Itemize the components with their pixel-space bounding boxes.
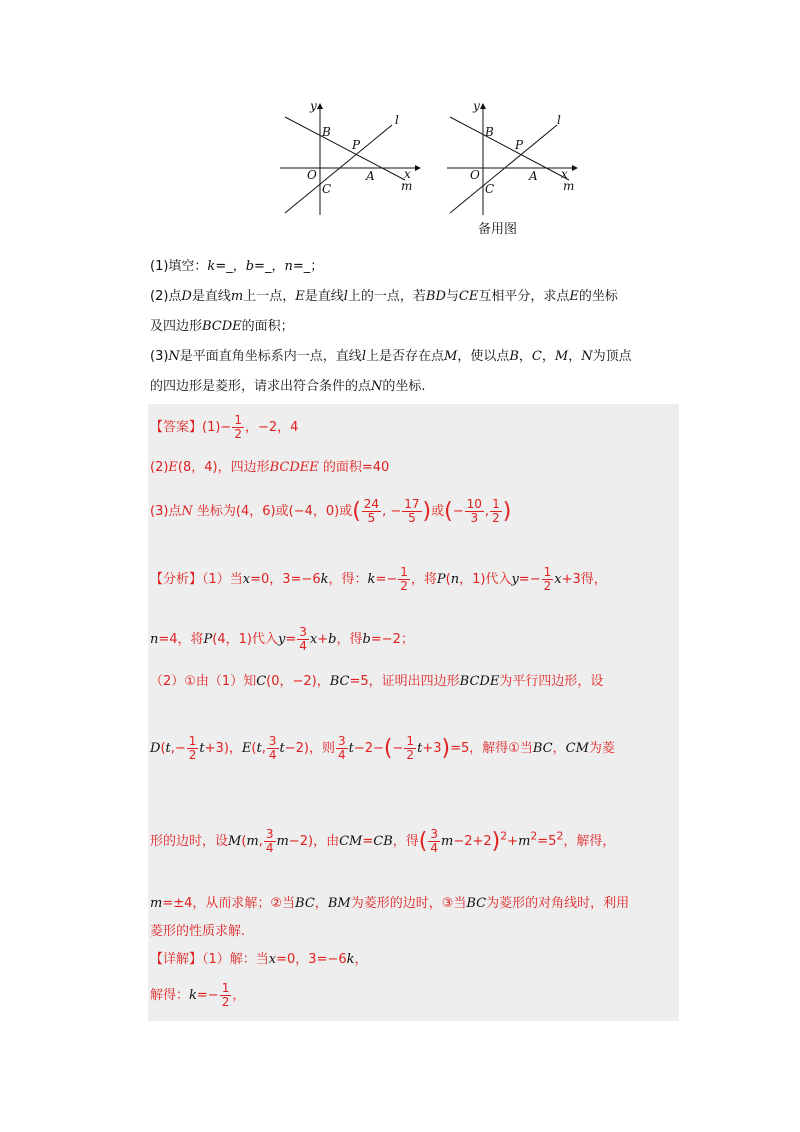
x-axis-arrow xyxy=(415,165,421,171)
question-3-line-1: (3)N是平面直角坐标系内一点，直线l上是否存在点M，使以点B，C，M，N为顶点 xyxy=(150,349,632,364)
label-l-2: l xyxy=(557,113,561,127)
analysis-line-3: （2）①由（1）知C(0，−2)，BC=5，证明出四边形BCDE为平行四边形，设 xyxy=(150,674,604,689)
label-y-2: y xyxy=(473,99,480,113)
analysis-line-2: n=4，将P(4，1)代入y= $\frac{3}{4}$ x+b，得b=−2； xyxy=(150,625,414,653)
label-A: A xyxy=(366,169,375,183)
label-l: l xyxy=(395,113,399,127)
analysis-line-4: D(t,− $\frac{1}{2}$ t+3)，E(t, $\frac{3}{4}$ t−2)，则 $\frac{3}{4}$ t−2−(− $\frac{1}{2}$ t+3)=5，解得①当BC，CM为菱 xyxy=(150,734,615,762)
question-2-line-2: 及四边形BCDE的面积； xyxy=(150,319,294,334)
y-axis-arrow xyxy=(317,103,323,109)
label-C: C xyxy=(322,182,332,196)
detail-line-1: 【详解】（1）解：当x=0，3=−6k， xyxy=(150,952,368,967)
label-O: O xyxy=(307,168,317,182)
analysis-line-6: m=±4，从而求解；②当BC，BM为菱形的边时，③当BC为菱形的对角线时，利用 xyxy=(150,896,630,911)
answer-3: (3)点N 坐标为(4，6)或(−4，0)或( $\frac{24}{5}$ , − $\frac{17}{5}$ )或(− $\frac{10}{3}$ , $\frac{1}{2}$ ) xyxy=(150,497,512,525)
label-P-2: P xyxy=(515,138,524,152)
label-x-2: x xyxy=(561,167,568,181)
label-C-2: C xyxy=(485,182,495,196)
label-B: B xyxy=(322,125,331,139)
answer-2: (2)E(8，4)，四边形BCDEE 的面积=40 xyxy=(150,460,390,475)
label-B-2: B xyxy=(485,125,494,139)
label-x: x xyxy=(404,167,411,181)
label-m-2: m xyxy=(563,179,575,193)
answer-1: 【答案】(1)− $\frac{1}{2}$ ，−2，4 xyxy=(150,413,299,441)
line-m xyxy=(285,117,405,180)
coordinate-figure-backup xyxy=(447,95,607,245)
line-l xyxy=(285,125,392,213)
label-O-2: O xyxy=(470,168,480,182)
question-1: (1)填空：k=_，b=_，n=_； xyxy=(150,259,324,274)
analysis-line-1: 【分析】（1）当x=0，3=−6k，得：k=− $\frac{1}{2}$ ，将P(n，1)代入y=− $\frac{1}{2}$ x+3得， xyxy=(150,565,607,593)
analysis-line-7: 菱形的性质求解. xyxy=(150,924,246,939)
figure-drawing xyxy=(280,95,440,245)
question-3-line-2: 的四边形是菱形，请求出符合条件的点N的坐标. xyxy=(150,379,426,394)
question-2-line-1: (2)点D是直线m上一点，E是直线l上的一点，若BD与CE互相平分，求点E的坐标 xyxy=(150,289,618,304)
label-A-2: A xyxy=(529,169,538,183)
detail-line-2: 解得：k=− $\frac{1}{2}$ ， xyxy=(150,981,246,1009)
analysis-line-5: 形的边时，设M(m, $\frac{3}{4}$ m−2)，由CM=CB，得( $\frac{3}{4}$ $m-2+2)^2+m^2=5^2$，解得， xyxy=(150,827,616,855)
label-y: y xyxy=(310,99,317,113)
figure-caption: 备用图 xyxy=(478,222,518,237)
coordinate-figure-main xyxy=(280,95,440,245)
label-m: m xyxy=(401,179,413,193)
label-P: P xyxy=(352,138,361,152)
